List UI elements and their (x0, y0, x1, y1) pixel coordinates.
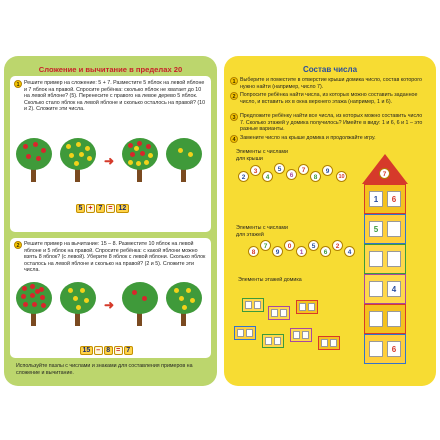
roof-piece: 9 (322, 165, 333, 176)
house-floor-piece (242, 298, 264, 312)
floor-number-pieces (248, 240, 358, 266)
house-window: 6 (387, 341, 401, 357)
rstep1-number: 1 (230, 77, 238, 85)
house-floor-6 (364, 334, 406, 364)
step1-number: 1 (14, 80, 22, 88)
house-window: 5 (369, 221, 383, 237)
eq2-b: 8 (104, 346, 113, 355)
house-window (369, 251, 383, 267)
number-house (362, 154, 408, 382)
arrow-icon: ➜ (104, 298, 115, 312)
house-floor-pieces (232, 296, 352, 376)
roof-piece: 6 (286, 169, 297, 180)
rstep3-number: 3 (230, 113, 238, 121)
label-roof: Элементы с числами для крыши (236, 149, 289, 162)
floor-piece: 9 (272, 246, 283, 257)
house-floor-3 (364, 244, 406, 274)
house-floor-piece (268, 306, 290, 320)
eq1-a: 5 (76, 204, 85, 213)
rstep4-text: Замените число на крыше домика и продолжайте игру. (240, 135, 376, 141)
house-window: 6 (387, 191, 401, 207)
number-composition-panel (224, 56, 436, 386)
house-window (387, 311, 401, 327)
trees-after-1 (120, 136, 210, 186)
floor-piece: 6 (320, 246, 331, 257)
floor-piece: 1 (296, 246, 307, 257)
roof-piece: 5 (274, 163, 285, 174)
roof-piece: 7 (298, 164, 309, 175)
arrow-icon: ➜ (104, 154, 115, 168)
eq2-a: 15 (80, 346, 93, 355)
house-floor-piece (262, 334, 284, 348)
equation-2 (80, 346, 133, 355)
trees-before-2 (14, 280, 104, 330)
eq2-op: – (94, 346, 103, 355)
house-floor-piece (296, 300, 318, 314)
floor-piece: 4 (344, 246, 355, 257)
rstep4-number: 4 (230, 135, 238, 143)
house-floor-4 (364, 274, 406, 304)
roof-piece: 8 (310, 171, 321, 182)
equation-1 (76, 204, 129, 213)
house-window: 1 (369, 191, 383, 207)
house-floor-1 (364, 184, 406, 214)
house-window (369, 341, 383, 357)
roof-piece: 10 (336, 171, 347, 182)
house-floor-5 (364, 304, 406, 334)
floor-piece: 2 (332, 240, 343, 251)
house-floor-piece (290, 328, 312, 342)
eq1-op: + (86, 204, 95, 213)
house-window (387, 251, 401, 267)
rstep2-number: 2 (230, 92, 238, 100)
floor-piece: 5 (308, 240, 319, 251)
roof-piece: 4 (262, 171, 273, 182)
house-window (369, 311, 383, 327)
eq1-b: 7 (96, 204, 105, 213)
step2-number: 2 (14, 241, 22, 249)
house-window (387, 221, 401, 237)
house-window: 4 (387, 281, 401, 297)
right-title: Состав числа (302, 65, 358, 74)
house-floor-2 (364, 214, 406, 244)
house-window (369, 281, 383, 297)
eq1-eq: = (106, 204, 115, 213)
trees-before-1 (14, 136, 104, 186)
eq2-result: 7 (124, 346, 133, 355)
left-footer: Используйте пазлы с числами и знаками для составления примеров на сложение и вычитание. (16, 363, 193, 376)
addition-subtraction-panel (4, 56, 217, 386)
floor-piece: 7 (260, 240, 271, 251)
rstep3-text: Предложите ребёнку найти все числа, из которых можно составить число 7. Сколько этажей у домика получилось? Имейте в виду: 1 и 6, 6 и 1 – это разные варианты. (240, 113, 423, 133)
floor-piece: 0 (284, 240, 295, 251)
eq1-result: 12 (116, 204, 129, 213)
label-floors: Элементы с числами для этажей (236, 225, 289, 238)
trees-after-2 (120, 280, 210, 330)
house-floor-piece (234, 326, 256, 340)
step1-text: Решите пример на сложение: 5 + 7. Разместите 5 яблок на левой яблоне и 7 яблок на правой. Спросите ребёнка: сколько яблок не хватает до 10 на левой яблоне? (5). Перенесите с правого на левое дерево 5 яблок. Сколько стало яблок на левой яблоне и сколько осталось на правой? (10 и 2). Сложите эти числа. (24, 80, 206, 113)
left-title: Сложение и вычитание в пределах 20 (38, 65, 183, 74)
rstep1-text: Выберите и поместите в отверстие крыши домика число, состав которого нужно найти (например, число 7). (240, 77, 422, 90)
eq2-eq: = (114, 346, 123, 355)
house-roof-number: 7 (379, 168, 390, 179)
roof-piece: 3 (250, 165, 261, 176)
label-house: Элементы этажей домика (238, 277, 302, 283)
roof-number-pieces (238, 163, 358, 193)
step2-text: Решите пример на вычитание: 15 – 8. Разместите 10 яблок на левой яблоне и 5 яблок на правой. Спросите ребёнка: с какой яблони можно взять 8 яблок? (с левой). Уберите 8 яблок с левой яблони. Сколько яблок осталось на левой яблоне и сколько на правой? (2 и 5). Сложите эти числа. (24, 241, 206, 274)
roof-piece: 2 (238, 171, 249, 182)
rstep2-text: Попросите ребёнка найти числа, из которых можно составить заданное число, и вставить их в окна верхнего этажа (например, 1 и 6). (240, 92, 418, 105)
house-floor-piece (318, 336, 340, 350)
floor-piece: 8 (248, 246, 259, 257)
